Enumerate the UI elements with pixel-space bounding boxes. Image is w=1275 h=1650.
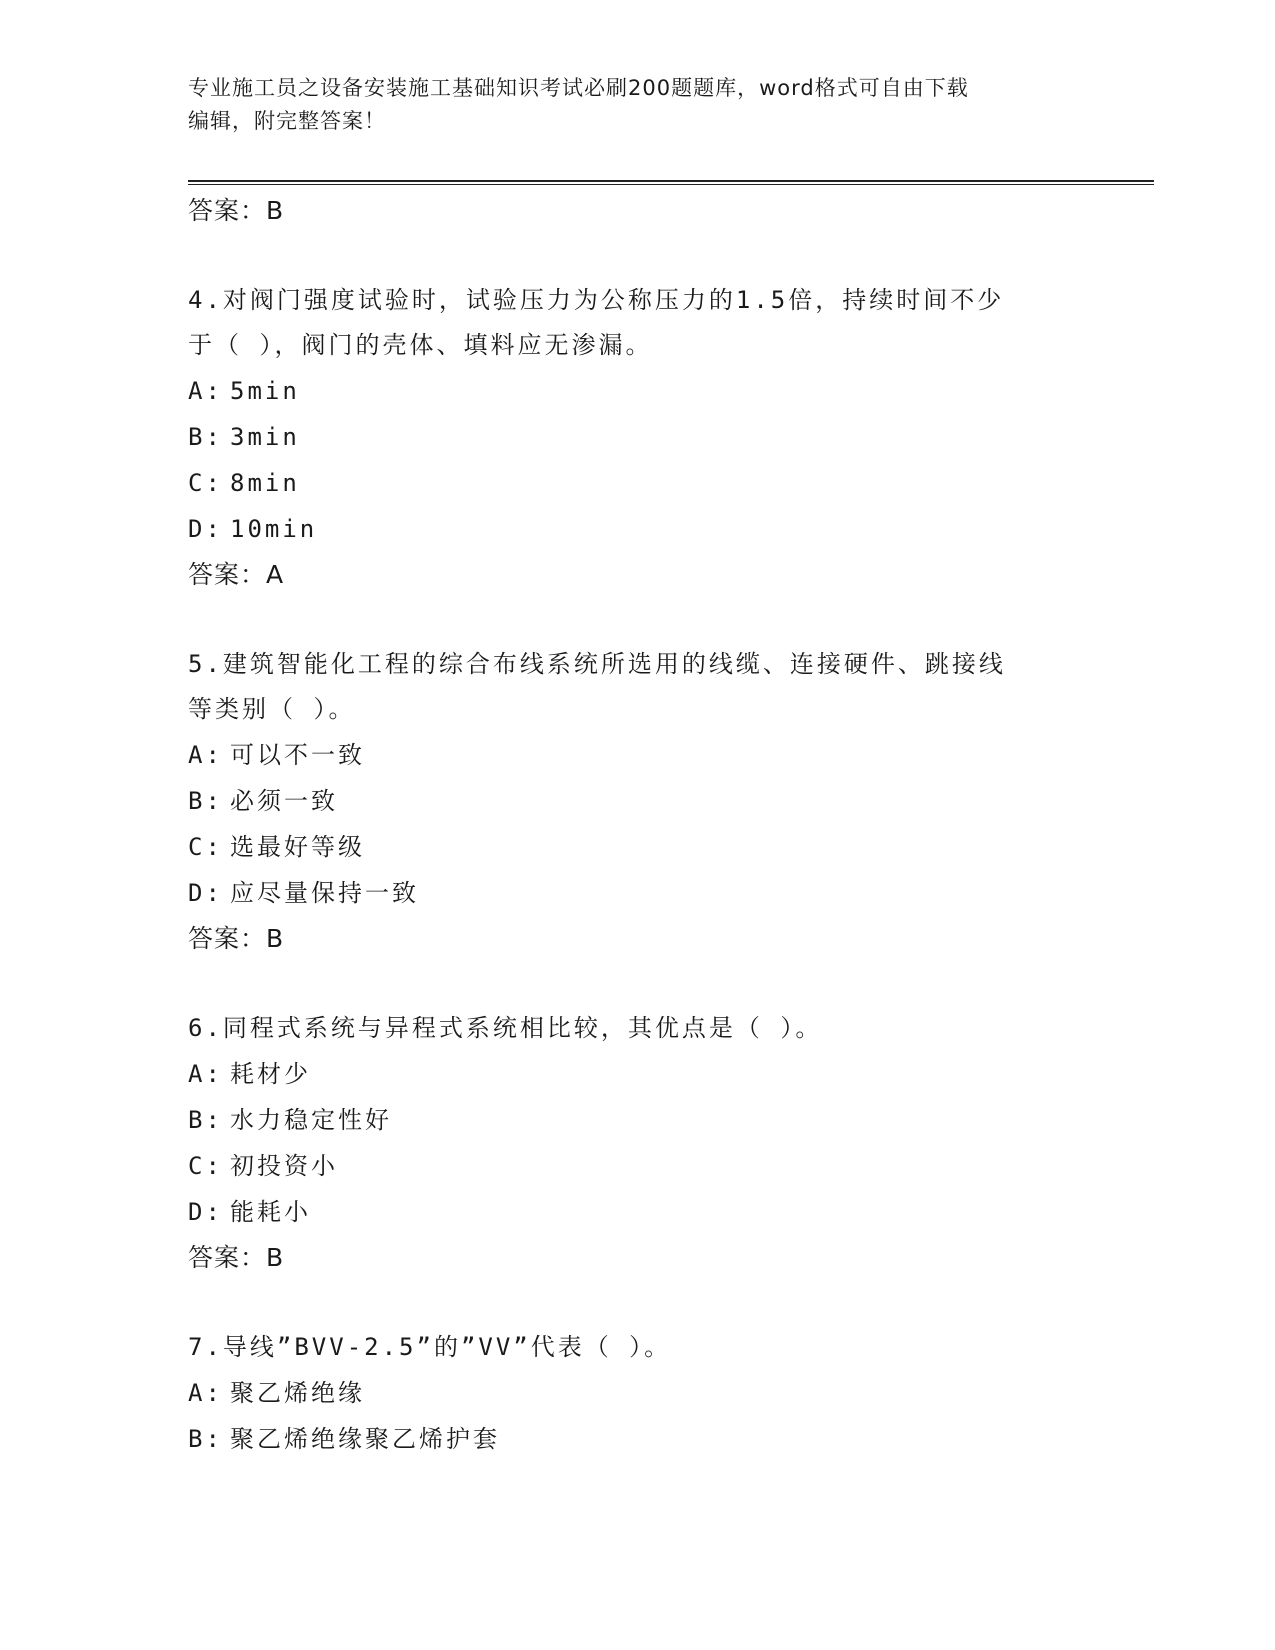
- option-letter: B:: [188, 1425, 223, 1453]
- question-text: 于（ ），阀门的壳体、填料应无渗漏。: [188, 331, 653, 359]
- question-list: [188, 188, 1088, 1462]
- answer-line: 答案：B: [188, 196, 285, 225]
- option-letter: A:: [188, 1060, 223, 1088]
- option-a: [188, 1051, 1088, 1097]
- question-text: 6.同程式系统与异程式系统相比较，其优点是（ ）。: [188, 1014, 823, 1042]
- option-text: 聚乙烯绝缘: [230, 1379, 365, 1407]
- document-header: [188, 72, 1068, 138]
- option-b: [188, 778, 1088, 824]
- option-c: [188, 824, 1088, 870]
- question-text: 5.建筑智能化工程的综合布线系统所选用的线缆、连接硬件、跳接线: [188, 650, 1006, 678]
- option-letter: D:: [188, 879, 223, 907]
- option-letter: D:: [188, 515, 223, 543]
- option-letter: B:: [188, 787, 223, 815]
- option-c: [188, 1143, 1088, 1189]
- option-text: 水力稳定性好: [230, 1106, 392, 1134]
- option-letter: C:: [188, 1152, 223, 1180]
- question-text: 4.对阀门强度试验时，试验压力为公称压力的1.5倍，持续时间不少: [188, 286, 1005, 314]
- question-5: [188, 642, 1088, 962]
- option-letter: D:: [188, 1198, 223, 1226]
- question-6: [188, 1006, 1088, 1281]
- question-7: [188, 1325, 1088, 1462]
- option-a: [188, 732, 1088, 778]
- option-text: 10min: [230, 515, 318, 543]
- header-divider: [188, 180, 1154, 182]
- option-text: 5min: [230, 377, 300, 405]
- option-b: [188, 1416, 1088, 1462]
- option-letter: A:: [188, 741, 223, 769]
- option-text: 8min: [230, 469, 300, 497]
- option-text: 可以不一致: [230, 741, 365, 769]
- option-text: 3min: [230, 423, 300, 451]
- option-letter: C:: [188, 833, 223, 861]
- option-d: [188, 506, 1088, 552]
- answer-line: 答案：A: [188, 560, 285, 589]
- option-b: [188, 414, 1088, 460]
- option-text: 聚乙烯绝缘聚乙烯护套: [230, 1425, 500, 1453]
- option-c: [188, 460, 1088, 506]
- header-title-line-2: 编辑，附完整答案！: [188, 109, 386, 133]
- question-text: 等类别（ ）。: [188, 695, 356, 723]
- option-b: [188, 1097, 1088, 1143]
- option-text: 必须一致: [230, 787, 338, 815]
- option-text: 耗材少: [230, 1060, 311, 1088]
- option-letter: B:: [188, 1106, 223, 1134]
- option-text: 初投资小: [230, 1152, 338, 1180]
- question-4: [188, 278, 1088, 598]
- option-letter: C:: [188, 469, 223, 497]
- option-text: 选最好等级: [230, 833, 365, 861]
- option-a: [188, 368, 1088, 414]
- option-letter: A:: [188, 1379, 223, 1407]
- option-text: 应尽量保持一致: [230, 879, 419, 907]
- answer-line: 答案：B: [188, 924, 285, 953]
- option-d: [188, 1189, 1088, 1235]
- header-divider-thin: [188, 184, 1154, 185]
- answer-line: 答案：B: [188, 1243, 285, 1272]
- option-letter: A:: [188, 377, 223, 405]
- question-text: 7.导线”BVV-2.5”的”VV”代表（ ）。: [188, 1333, 672, 1361]
- option-text: 能耗小: [230, 1198, 311, 1226]
- option-a: [188, 1370, 1088, 1416]
- option-letter: B:: [188, 423, 223, 451]
- header-title-line-1: 专业施工员之设备安装施工基础知识考试必刷200题题库，word格式可自由下载: [188, 76, 969, 100]
- option-d: [188, 870, 1088, 916]
